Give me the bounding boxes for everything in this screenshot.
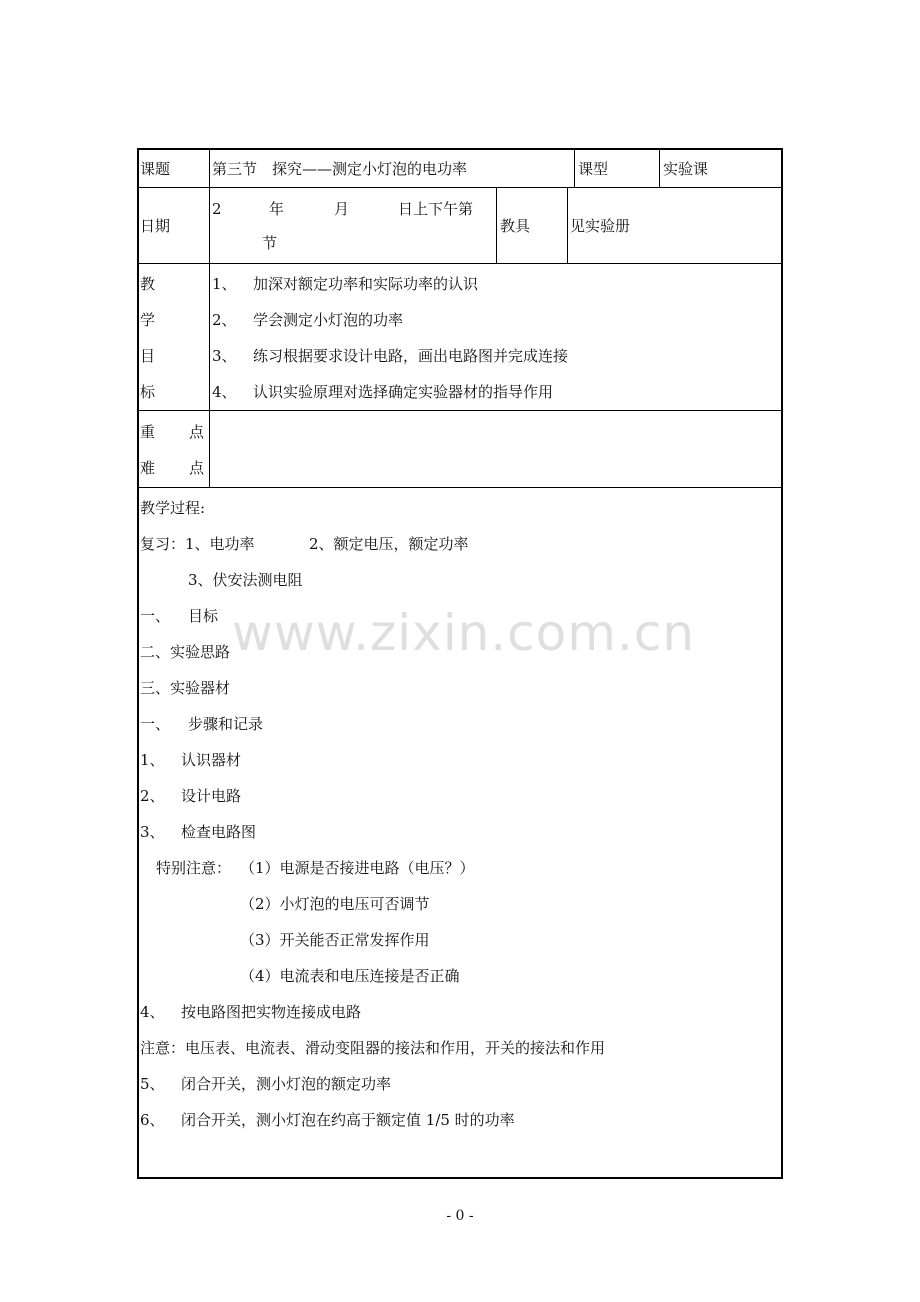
step-num: 5、 (140, 1075, 165, 1093)
date-month: 月 (334, 200, 350, 218)
review-item: 复习：1、电功率 (140, 535, 255, 553)
step-text: 设计电路 (181, 787, 242, 805)
goal-text: 认识实验原理对选择确定实验器材的指导作用 (253, 383, 554, 401)
section-heading: 目标 (188, 607, 219, 625)
goal-num: 2、 (212, 311, 237, 329)
goals-label-char: 教 (140, 275, 156, 293)
goals-label-char: 标 (140, 383, 156, 401)
note-label: 特别注意： (156, 859, 232, 877)
date-label: 日期 (140, 217, 171, 235)
note-item: （4）电流表和电压连接是否正确 (240, 967, 460, 985)
col-divider (574, 148, 575, 187)
row-divider (137, 263, 783, 264)
step-text: 认识器材 (181, 751, 242, 769)
type-value: 实验课 (663, 160, 709, 178)
attention-text: 注意：电压表、电流表、滑动变阻器的接法和作用，开关的接法和作用 (140, 1039, 606, 1057)
section-heading: 二、实验思路 (140, 643, 231, 661)
date-day: 日上下午第 (398, 200, 474, 218)
step-num: 1、 (140, 751, 165, 769)
note-item: （3）开关能否正常发挥作用 (240, 931, 430, 949)
row-divider (137, 410, 783, 411)
step-text: 按电路图把实物连接成电路 (181, 1003, 362, 1021)
key-point-label: 重 点 (140, 423, 204, 441)
goals-label-char: 学 (140, 311, 156, 329)
goal-text: 加深对额定功率和实际功率的认识 (253, 275, 479, 293)
step-num: 4、 (140, 1003, 165, 1021)
tools-label: 教具 (500, 217, 531, 235)
step-text: 闭合开关，测小灯泡的额定功率 (181, 1075, 392, 1093)
page-number: - 0 - (446, 1208, 474, 1224)
goal-text: 学会测定小灯泡的功率 (253, 311, 404, 329)
type-label: 课型 (578, 160, 609, 178)
col-divider (496, 187, 497, 263)
section-heading: 三、实验器材 (140, 679, 231, 697)
review-item: 2、额定电压，额定功率 (309, 535, 469, 553)
topic-value: 第三节 探究——测定小灯泡的电功率 (212, 160, 468, 178)
watermark: www.zixin.com.cn (232, 604, 696, 662)
date-year: 年 (269, 200, 285, 218)
date-period: 节 (262, 234, 278, 252)
step-num: 3、 (140, 823, 165, 841)
note-item: （1）电源是否接进电路（电压？） (240, 859, 475, 877)
col-divider (209, 148, 210, 487)
review-item: 3、伏安法测电阻 (188, 571, 303, 589)
section-num: 一、 (140, 715, 171, 733)
step-num: 2、 (140, 787, 165, 805)
note-item: （2）小灯泡的电压可否调节 (240, 895, 430, 913)
date-year-num: 2 (212, 200, 222, 218)
step-text: 闭合开关，测小灯泡在约高于额定值 1/5 时的功率 (181, 1111, 515, 1129)
lesson-plan-table (137, 148, 783, 1179)
tools-value: 见实验册 (570, 217, 631, 235)
process-title: 教学过程: (140, 499, 206, 517)
section-heading: 步骤和记录 (188, 715, 264, 733)
goals-label-char: 目 (140, 347, 156, 365)
col-divider (659, 148, 660, 187)
section-num: 一、 (140, 607, 171, 625)
col-divider (567, 187, 568, 263)
goal-num: 3、 (212, 347, 237, 365)
goal-num: 1、 (212, 275, 237, 293)
row-divider (137, 487, 783, 488)
topic-label: 课题 (140, 160, 171, 178)
goal-num: 4、 (212, 383, 237, 401)
step-text: 检查电路图 (181, 823, 257, 841)
goal-text: 练习根据要求设计电路，画出电路图并完成连接 (253, 347, 569, 365)
difficult-point-label: 难 点 (140, 459, 204, 477)
step-num: 6、 (140, 1111, 165, 1129)
row-divider (137, 187, 783, 188)
